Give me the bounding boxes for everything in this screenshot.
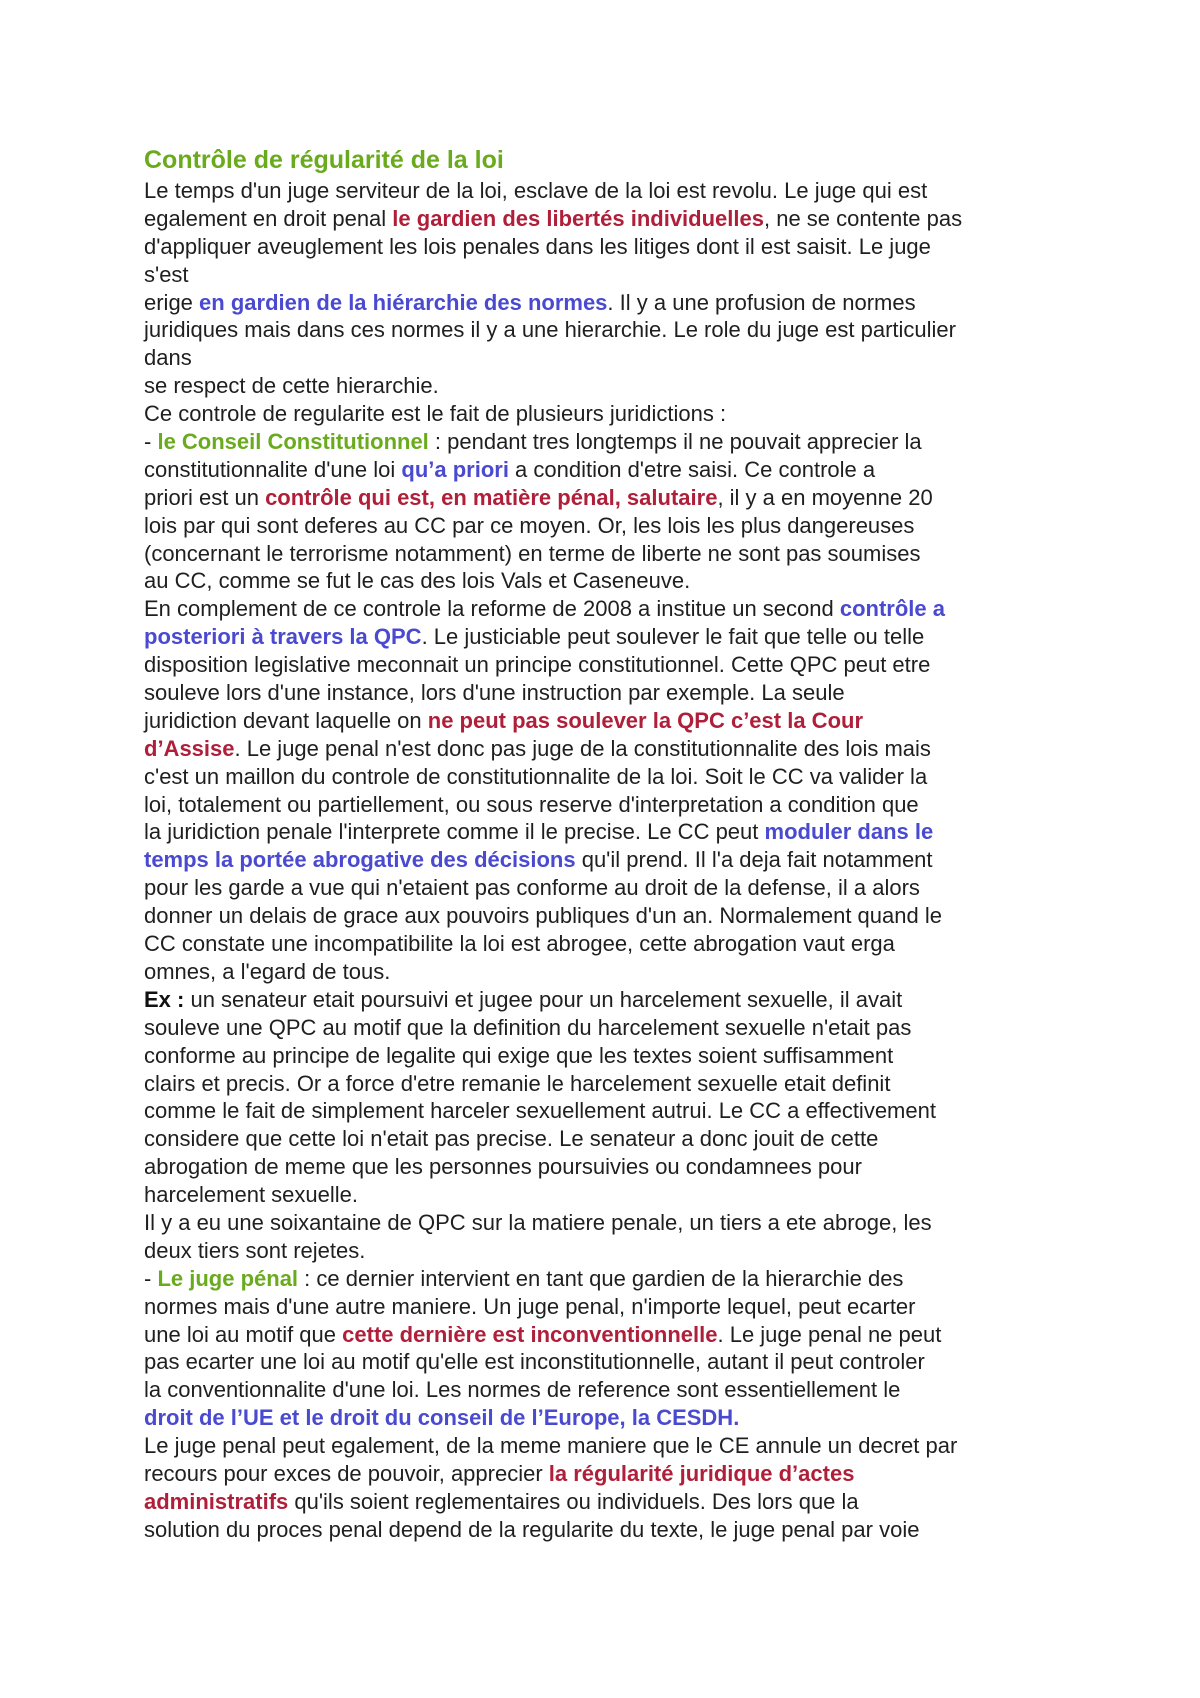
body-text: Le juge penal peut egalement, de la meme maniere que le CE annule un decret par <box>144 1433 958 1459</box>
body-text: constitutionnalite d'une loi <box>144 456 402 482</box>
text-line <box>144 651 1144 679</box>
body-text: - <box>144 429 158 455</box>
text-line <box>144 567 1144 595</box>
text-line <box>144 1181 1144 1209</box>
text-line <box>144 261 1144 289</box>
text-line <box>144 289 1144 317</box>
text-line <box>144 205 1144 233</box>
text-line <box>144 1516 1144 1544</box>
body-text: normes mais d'une autre maniere. Un juge penal, n'importe lequel, peut ecarter <box>144 1293 916 1319</box>
body-text: : pendant tres longtemps il ne pouvait apprecier la <box>428 429 922 455</box>
body-text: qu'il prend. Il l'a deja fait notamment <box>575 847 933 873</box>
body-text: comme le fait de simplement harceler sexuellement autrui. Le CC a effectivement <box>144 1098 936 1124</box>
highlighted-text: qu’a priori <box>401 456 509 482</box>
body-text: juridiques mais dans ces normes il y a une hierarchie. Le role du juge est particulier <box>144 317 956 343</box>
body-text: . Il y a une profusion de normes <box>607 289 916 315</box>
text-line <box>144 623 1144 651</box>
text-line <box>144 1376 1144 1404</box>
body-text: , ne se contente pas <box>763 205 963 231</box>
body-text: a condition d'etre saisi. Ce controle a <box>508 456 876 482</box>
body-text: un senateur etait poursuivi et jugee pour un harcelement sexuelle, il avait <box>184 986 903 1012</box>
body-text: solution du proces penal depend de la regularite du texte, le juge penal par voie <box>144 1516 920 1542</box>
body-text: donner un delais de grace aux pouvoirs publiques d'un an. Normalement quand le <box>144 903 942 929</box>
body-text: - <box>144 1265 158 1291</box>
body-text: , il y a en moyenne 20 <box>717 484 933 510</box>
body-text: se respect de cette hierarchie. <box>144 373 439 399</box>
text-line <box>144 986 1144 1014</box>
body-text: loi, totalement ou partiellement, ou sous reserve d'interpretation a condition que <box>144 791 919 817</box>
text-line <box>144 930 1144 958</box>
highlighted-text: moduler dans le <box>764 819 934 845</box>
text-line <box>144 763 1144 791</box>
text-line <box>144 958 1144 986</box>
text-line <box>144 1432 1144 1460</box>
text-line <box>144 1404 1144 1432</box>
body-text: En complement de ce controle la reforme de 2008 a institue un second <box>144 596 840 622</box>
text-line <box>144 1265 1144 1293</box>
body-text: juridiction devant laquelle on <box>144 707 428 733</box>
body-text: CC constate une incompatibilite la loi est abrogee, cette abrogation vaut erga <box>144 931 895 957</box>
text-line <box>144 1042 1144 1070</box>
body-text: c'est un maillon du controle de constitutionnalite de la loi. Soit le CC va valider la <box>144 763 928 789</box>
highlighted-text: la régularité juridique d’actes <box>548 1460 855 1486</box>
text-line <box>144 679 1144 707</box>
text-line <box>144 1097 1144 1125</box>
body-text: pour les garde a vue qui n'etaient pas conforme au droit de la defense, il a alors <box>144 875 920 901</box>
body-text: la conventionnalite d'une loi. Les normes de reference sont essentiellement le <box>144 1377 901 1403</box>
text-line <box>144 1488 1144 1516</box>
text-line <box>144 233 1144 261</box>
text-line <box>144 1293 1144 1321</box>
body-text: . Le juge penal ne peut <box>717 1321 942 1347</box>
body-text: deux tiers sont rejetes. <box>144 1237 366 1263</box>
body-text: Ce controle de regularite est le fait de plusieurs juridictions : <box>144 401 727 427</box>
body-text: s'est <box>144 261 189 287</box>
highlighted-text: cette dernière est inconventionnelle <box>342 1321 718 1347</box>
highlighted-text: contrôle qui est, en matière pénal, salutaire <box>265 484 718 510</box>
body-text: lois par qui sont deferes au CC par ce moyen. Or, les lois les plus dangereuses <box>144 512 915 538</box>
document-body <box>144 177 1144 1544</box>
text-line <box>144 456 1144 484</box>
text-line <box>144 428 1144 456</box>
text-line <box>144 1014 1144 1042</box>
body-text: Il y a eu une soixantaine de QPC sur la matiere penale, un tiers a ete abroge, les <box>144 1209 932 1235</box>
highlighted-text: le gardien des libertés individuelles <box>392 205 764 231</box>
highlighted-text: contrôle a <box>839 596 945 622</box>
text-line <box>144 707 1144 735</box>
text-line <box>144 316 1144 344</box>
body-text: . Le justiciable peut soulever le fait que telle ou telle <box>421 624 925 650</box>
highlighted-text: d’Assise <box>144 735 235 761</box>
text-line <box>144 902 1144 930</box>
text-line <box>144 1125 1144 1153</box>
text-line <box>144 1321 1144 1349</box>
body-text: . Le juge penal n'est donc pas juge de la constitutionnalite des lois mais <box>234 735 931 761</box>
text-line <box>144 344 1144 372</box>
body-text: qu'ils soient reglementaires ou individuels. Des lors que la <box>288 1488 859 1514</box>
text-line <box>144 484 1144 512</box>
highlighted-text: administratifs <box>144 1488 289 1514</box>
body-text: erige <box>144 289 200 315</box>
body-text: souleve lors d'une instance, lors d'une instruction par exemple. La seule <box>144 680 845 706</box>
document-title: Contrôle de régularité de la loi <box>144 146 504 174</box>
body-text: harcelement sexuelle. <box>144 1182 359 1208</box>
text-line <box>144 1460 1144 1488</box>
body-text: : ce dernier intervient en tant que gardien de la hierarchie des <box>298 1265 904 1291</box>
text-line <box>144 400 1144 428</box>
highlighted-text: ne peut pas soulever la QPC c’est la Cour <box>427 707 864 733</box>
highlighted-text: Le juge pénal <box>157 1265 299 1291</box>
text-line <box>144 1237 1144 1265</box>
text-line <box>144 177 1144 205</box>
text-line <box>144 595 1144 623</box>
body-text: Le temps d'un juge serviteur de la loi, esclave de la loi est revolu. Le juge qui est <box>144 178 928 203</box>
body-text: considere que cette loi n'etait pas precise. Le senateur a donc jouit de cette <box>144 1126 879 1152</box>
body-text: clairs et precis. Or a force d'etre remanie le harcelement sexuelle etait definit <box>144 1070 891 1096</box>
text-line <box>144 735 1144 763</box>
text-line <box>144 846 1144 874</box>
highlighted-text: temps la portée abrogative des décisions <box>144 847 576 873</box>
body-text: une loi au motif que <box>144 1321 343 1347</box>
body-text: omnes, a l'egard de tous. <box>144 958 391 984</box>
text-line <box>144 540 1144 568</box>
body-text: au CC, comme se fut le cas des lois Vals et Caseneuve. <box>144 568 691 594</box>
body-text: abrogation de meme que les personnes poursuivies ou condamnees pour <box>144 1154 862 1180</box>
body-text: recours pour exces de pouvoir, apprecier <box>144 1460 549 1486</box>
text-line <box>144 1070 1144 1098</box>
text-line <box>144 372 1144 400</box>
body-text: priori est un <box>144 484 266 510</box>
body-text: souleve une QPC au motif que la definition du harcelement sexuelle n'etait pas <box>144 1014 912 1040</box>
body-text: conforme au principe de legalite qui exige que les textes soient suffisamment <box>144 1042 894 1068</box>
body-text: pas ecarter une loi au motif qu'elle est inconstitutionnelle, autant il peut controler <box>144 1349 925 1375</box>
text-line <box>144 874 1144 902</box>
body-text: disposition legislative meconnait un principe constitutionnel. Cette QPC peut etre <box>144 652 931 678</box>
text-line <box>144 1348 1144 1376</box>
body-text: egalement en droit penal <box>144 205 393 231</box>
text-line <box>144 1209 1144 1237</box>
body-text: (concernant le terrorisme notamment) en terme de liberte ne sont pas soumises <box>144 540 921 566</box>
highlighted-text: posteriori à travers la QPC <box>144 624 422 650</box>
text-line <box>144 791 1144 819</box>
highlighted-text: droit de l’UE et le droit du conseil de l’Europe, la CESDH. <box>144 1405 740 1431</box>
highlighted-text: Ex : <box>144 986 185 1012</box>
text-line <box>144 1153 1144 1181</box>
highlighted-text: le Conseil Constitutionnel <box>157 429 429 455</box>
body-text: la juridiction penale l'interprete comme il le precise. Le CC peut <box>144 819 765 845</box>
body-text: dans <box>144 345 192 371</box>
text-line <box>144 818 1144 846</box>
highlighted-text: en gardien de la hiérarchie des normes <box>199 289 608 315</box>
text-line <box>144 512 1144 540</box>
body-text: d'appliquer aveuglement les lois penales dans les litiges dont il est saisit. Le juge <box>144 233 931 259</box>
